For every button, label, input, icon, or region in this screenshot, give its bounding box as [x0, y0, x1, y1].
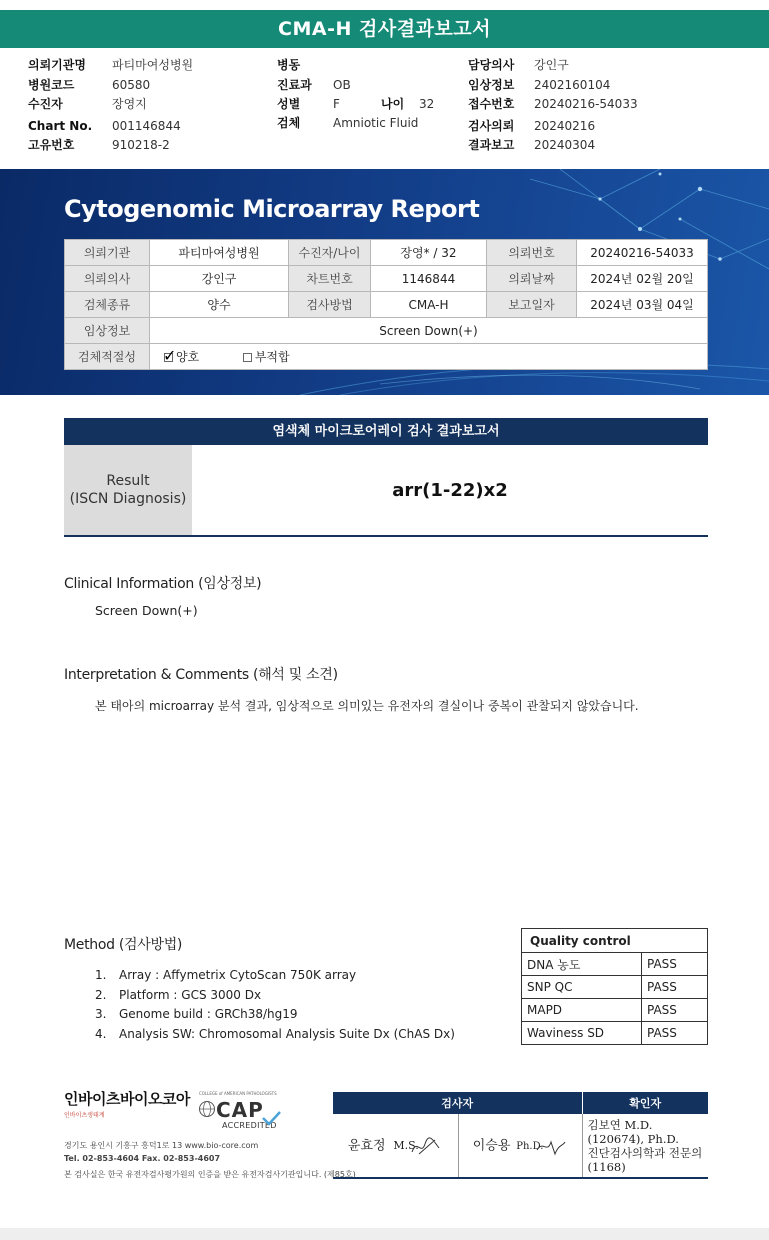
- tel-line: Tel. 02-853-4604 Fax. 02-853-4607: [64, 1154, 221, 1163]
- qc-name: SNP QC: [522, 976, 642, 999]
- checkmark-icon: ✓: [163, 346, 177, 365]
- header-value: 강인구: [534, 58, 569, 72]
- result-value: arr(1-22)x2: [392, 480, 508, 501]
- table-row: [522, 929, 708, 953]
- adequacy-ok-checkbox: [163, 346, 177, 365]
- header-value: 20240216-54033: [534, 97, 638, 111]
- qc-result: PASS: [642, 999, 708, 1022]
- result-box: [64, 445, 708, 537]
- header-label: 성별: [277, 97, 301, 111]
- list-number: 2.: [95, 987, 107, 1002]
- header-label: 진료과: [277, 77, 312, 92]
- header-row: [468, 136, 638, 156]
- table-row: [522, 976, 708, 999]
- header-label: 검체: [277, 115, 301, 130]
- table-row: [522, 999, 708, 1022]
- patient-info-table: [64, 239, 708, 370]
- cap-check-icon: [261, 1110, 281, 1126]
- list-item: [95, 966, 455, 986]
- info-key: 의뢰번호: [487, 240, 577, 266]
- header-col-3: [468, 56, 638, 156]
- header-label: 병동: [277, 58, 301, 72]
- info-value: 2024년 02월 20일: [577, 266, 708, 292]
- header-row: [468, 95, 638, 115]
- header-label: 병원코드: [28, 77, 75, 92]
- company-name: 인바이츠바이오코아: [64, 1090, 190, 1108]
- header-label: 의뢰기관명: [28, 58, 86, 72]
- qc-name: MAPD: [522, 999, 642, 1022]
- adequacy-ok-label: 양호: [176, 350, 200, 364]
- info-key: 의뢰날짜: [487, 266, 577, 292]
- list-text: Platform : GCS 3000 Dx: [119, 987, 262, 1002]
- adequacy-bad-checkbox: [243, 353, 252, 362]
- cap-globe-icon: [198, 1100, 216, 1118]
- header-label: 고유번호: [28, 138, 75, 152]
- header-label: 수진자: [28, 97, 63, 111]
- header-row: [28, 136, 193, 156]
- list-text: Analysis SW: Chromosomal Analysis Suite Dx (ChAS Dx): [119, 1026, 455, 1041]
- info-key: 검체적절성: [65, 344, 150, 370]
- tester-header: 검사자: [333, 1092, 582, 1114]
- method-heading: Method (검사방법): [64, 937, 183, 953]
- tester1-signature-icon: [409, 1134, 443, 1158]
- header-row: [28, 95, 193, 115]
- tester2-signature-icon: [533, 1134, 567, 1158]
- info-key: 검사방법: [289, 292, 371, 318]
- tester2-title: Ph.D.: [516, 1141, 544, 1152]
- list-item: [95, 1005, 455, 1025]
- info-value: 파티마여성병원: [150, 240, 289, 266]
- interpretation-heading: Interpretation & Comments (해석 및 소견): [64, 667, 338, 683]
- adequacy-bad-label: 부적합: [254, 350, 290, 364]
- info-key: 임상정보: [65, 318, 150, 344]
- list-text: Array : Affymetrix CytoScan 750K array: [119, 968, 357, 982]
- tester1-cell: [333, 1114, 458, 1178]
- info-row: [65, 266, 708, 292]
- address-line: 경기도 용인시 기흥구 흥덕1로 13 www.bio-core.com: [64, 1141, 259, 1150]
- info-row: [65, 318, 708, 344]
- result-label-line1: Result: [106, 473, 150, 489]
- company-logo: [64, 1088, 277, 1130]
- info-value: 2024년 03월 04일: [577, 292, 708, 318]
- qc-result: PASS: [642, 976, 708, 999]
- info-value: 강인구: [150, 266, 289, 292]
- report-title: CMA-H 검사결과보고서: [0, 10, 769, 48]
- cap-accredited: ACCREDITED: [222, 1121, 277, 1130]
- header-row: [277, 114, 434, 134]
- confirmer-line2: 진단검사의학과 전문의(1168): [587, 1145, 703, 1174]
- info-key: 의뢰기관: [65, 240, 150, 266]
- header-value: OB: [333, 77, 351, 92]
- header-value: 910218-2: [112, 138, 170, 152]
- confirmer-cell: [582, 1114, 708, 1178]
- interpretation-text: 본 태아의 microarray 분석 결과, 임상적으로 의미있는 유전자의 결실이나 중복이 관찰되지 않았습니다.: [95, 699, 639, 713]
- info-value: 양수: [150, 292, 289, 318]
- info-row: [65, 344, 708, 370]
- header-row: [277, 76, 434, 96]
- header-label: 접수번호: [468, 97, 515, 111]
- header-value: 60580: [112, 77, 151, 92]
- list-number: 4.: [95, 1026, 107, 1041]
- header-col-1: [28, 56, 193, 156]
- qc-name: Waviness SD: [522, 1022, 642, 1045]
- info-row: [65, 240, 708, 266]
- table-row: [333, 1092, 708, 1114]
- tester1-name: 윤효정: [347, 1138, 386, 1153]
- info-value: 1146844: [371, 266, 487, 292]
- method-list: [95, 966, 455, 1044]
- header-value: Amniotic Fluid: [333, 115, 419, 130]
- header-label: 임상정보: [468, 77, 515, 92]
- clinical-text: Screen Down(+): [95, 603, 198, 618]
- header-value: 20240304: [534, 138, 596, 152]
- banner-title: Cytogenomic Microarray Report: [64, 195, 480, 223]
- info-key: 보고일자: [487, 292, 577, 318]
- header-value: 파티마여성병원: [112, 58, 194, 72]
- header-value: F: [333, 97, 340, 111]
- info-value: CMA-H: [371, 292, 487, 318]
- header-label: 담당의사: [468, 58, 515, 72]
- header-row: [277, 56, 434, 76]
- header-value: 2402160104: [534, 77, 611, 92]
- footer-bar: [0, 1228, 769, 1240]
- info-key: 수진자/나이: [289, 240, 371, 266]
- header-label: Chart No.: [28, 118, 93, 133]
- list-text: Genome build : GRCh38/hg19: [119, 1007, 298, 1022]
- header-value: 20240216: [534, 118, 596, 133]
- result-label-line2: (ISCN Diagnosis): [69, 491, 187, 507]
- header-row: [468, 76, 638, 96]
- list-number: 1.: [95, 968, 107, 982]
- header-row: [277, 95, 434, 115]
- qc-result: PASS: [642, 953, 708, 976]
- certification-notice: 본 검사실은 한국 유전자검사평가원의 인증을 받은 유전자검사기관입니다. (제85호): [64, 1170, 356, 1179]
- confirmer-line1: 김보연 M.D.(120674), Ph.D.: [587, 1117, 679, 1146]
- info-value: 장영* / 32: [371, 240, 487, 266]
- adequacy-cell: [150, 344, 708, 370]
- info-key: 의뢰의사: [65, 266, 150, 292]
- table-row: [522, 1022, 708, 1045]
- qc-name: DNA 농도: [522, 953, 642, 976]
- info-value: 20240216-54033: [577, 240, 708, 266]
- info-key: 검체종류: [65, 292, 150, 318]
- header-row: [468, 56, 638, 76]
- header-value: 장영지: [112, 97, 147, 111]
- table-row: [522, 953, 708, 976]
- qc-title: Quality control: [522, 929, 708, 953]
- list-item: [95, 986, 455, 1006]
- header-row: [28, 76, 193, 96]
- cap-org-name: COLLEGE of AMERICAN PATHOLOGISTS: [199, 1091, 277, 1096]
- qc-result: PASS: [642, 1022, 708, 1045]
- header-col-2: [277, 56, 434, 133]
- tester2-cell: [458, 1114, 582, 1178]
- cap-logo-text: CAP: [216, 1098, 264, 1122]
- company-address: [64, 1139, 356, 1181]
- info-row: [65, 292, 708, 318]
- list-number: 3.: [95, 1007, 107, 1022]
- table-row: [333, 1114, 708, 1178]
- result-label: [64, 445, 192, 535]
- clinical-info-value: Screen Down(+): [150, 318, 708, 344]
- header-row: [468, 117, 638, 137]
- header-label: 결과보고: [468, 138, 515, 152]
- quality-control-table: [521, 928, 708, 1045]
- header-label: 검사의뢰: [468, 118, 515, 133]
- header-value: 001146844: [112, 118, 181, 133]
- section-header: 염색체 마이크로어레이 검사 결과보고서: [64, 418, 708, 445]
- company-sub: 인바이츠생태계: [64, 1112, 105, 1119]
- header-label: 나이: [381, 97, 405, 111]
- tester1-title: M.S.: [393, 1139, 419, 1152]
- signature-table: [333, 1092, 708, 1179]
- header-value: 32: [419, 97, 435, 111]
- confirmer-header: 확인자: [582, 1092, 708, 1114]
- info-key: 차트번호: [289, 266, 371, 292]
- list-item: [95, 1025, 455, 1045]
- tester2-name: 이승용: [472, 1138, 511, 1153]
- header-row: [28, 56, 193, 76]
- header-row: [28, 117, 193, 137]
- clinical-heading: Clinical Information (임상정보): [64, 576, 262, 592]
